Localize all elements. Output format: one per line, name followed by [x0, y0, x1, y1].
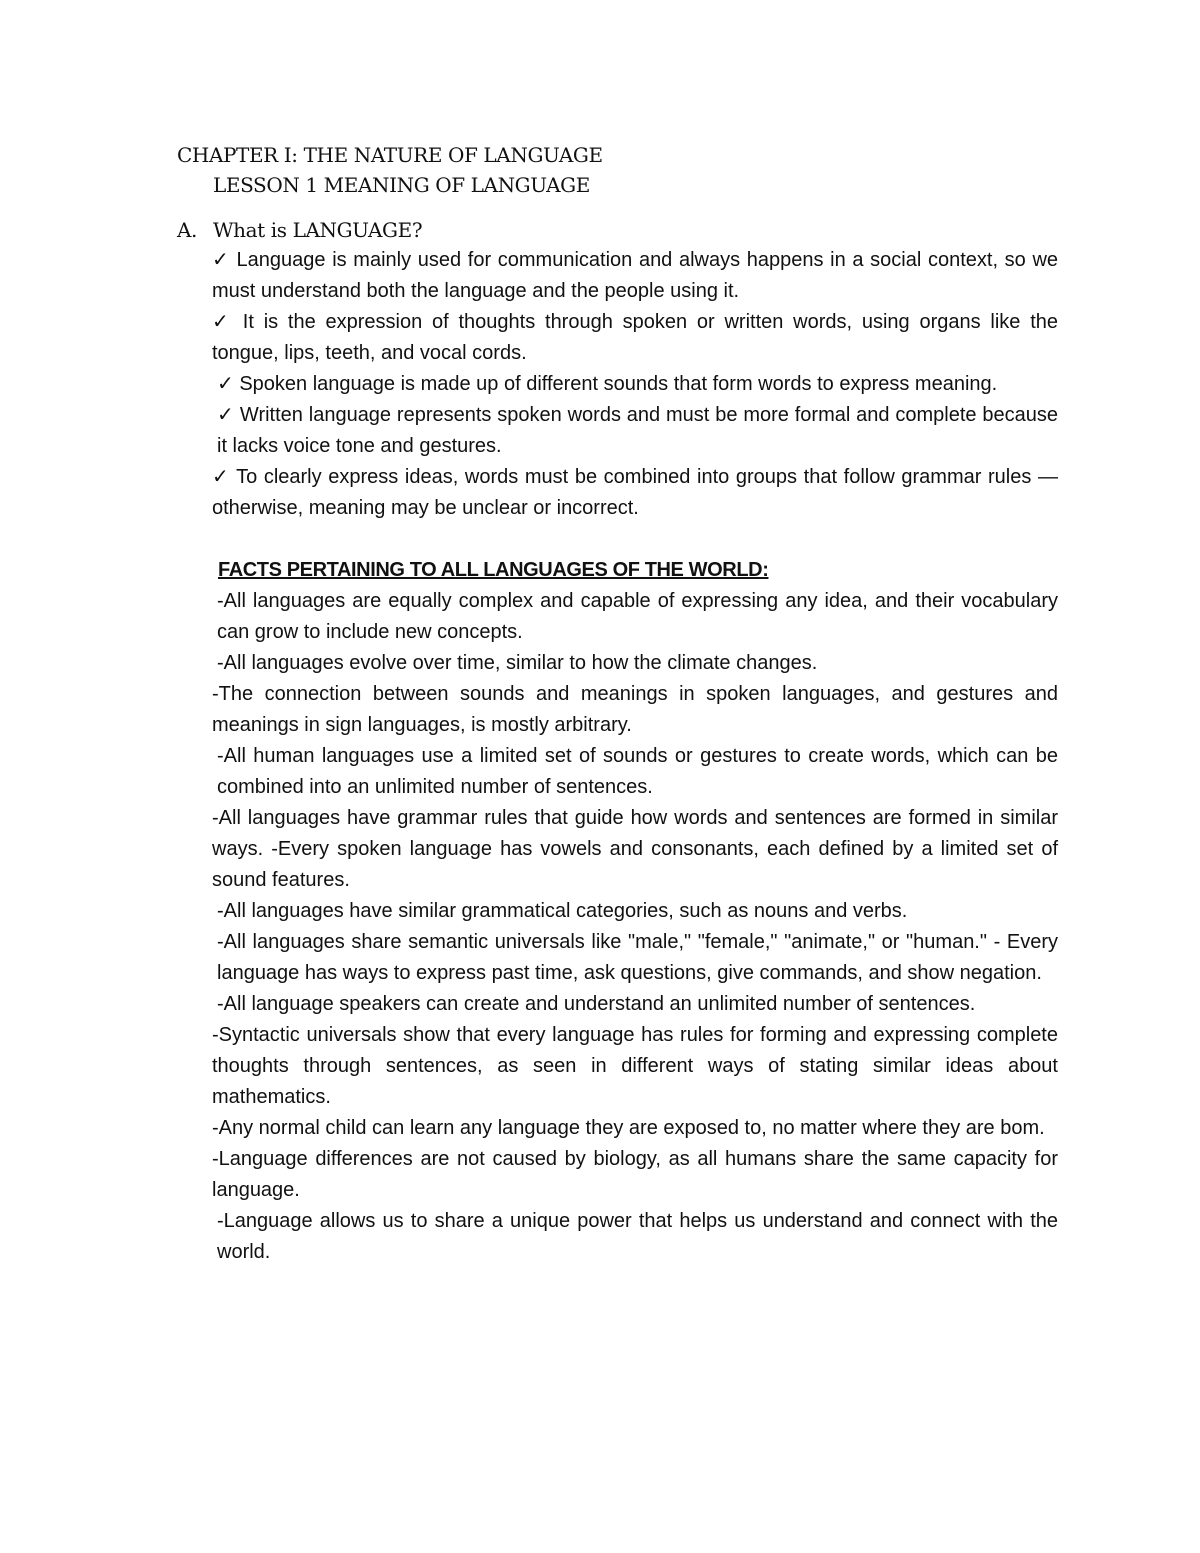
lesson-title: LESSON 1 MEANING OF LANGUAGE [213, 173, 590, 197]
fact-item: -All languages are equally complex and capable of expressing any idea, and their vocabulary can grow to include new concepts. [217, 590, 1058, 643]
facts-section [212, 555, 1058, 1268]
definition-item [212, 307, 1058, 369]
definition-text: Written language represents spoken words and must be more formal and complete because it lacks voice tone and gestures. [217, 404, 1058, 457]
definition-text: To clearly express ideas, words must be combined into groups that follow grammar rules — otherwise, meaning may be unclear or incorrect. [212, 466, 1058, 519]
fact-item: -All languages have grammar rules that guide how words and sentences are formed in similar ways. -Every spoken language has vowels and consonants, each defined by a limited set of sound features. [212, 807, 1058, 891]
fact-item: -All languages have similar grammatical categories, such as nouns and verbs. [217, 900, 908, 922]
fact-item: -Any normal child can learn any language they are exposed to, no matter where they are bom. [212, 1117, 1045, 1139]
fact-item: -All language speakers can create and understand an unlimited number of sentences. [217, 993, 976, 1015]
section-a-letter: A. [177, 218, 198, 242]
definition-item [212, 369, 1058, 400]
section-a-heading [177, 218, 422, 242]
section-a-title: What is LANGUAGE? [213, 218, 423, 242]
chapter-title: CHAPTER I: THE NATURE OF LANGUAGE [177, 143, 603, 167]
fact-item: -All human languages use a limited set of sounds or gestures to create words, which can be combined into an unlimited number of sentences. [217, 745, 1058, 798]
fact-item: -Language differences are not caused by biology, as all humans share the same capacity for language. [212, 1148, 1058, 1201]
check-mark-icon: ✓ [212, 311, 233, 333]
check-mark-icon: ✓ [212, 466, 230, 488]
check-mark-icon: ✓ [217, 404, 235, 426]
definition-text: Spoken language is made up of different sounds that form words to express meaning. [239, 373, 998, 395]
definition-item [212, 462, 1058, 524]
fact-item: -Syntactic universals show that every language has rules for forming and expressing complete thoughts through sentences, as seen in different ways of stating similar ideas about mathematics. [212, 1024, 1058, 1108]
fact-item: -All languages share semantic universals like "male," "female," "animate," or "human." - Every language has ways to express past time, ask questions, give commands, and show negation. [217, 931, 1058, 984]
definition-list [212, 245, 1058, 524]
fact-item: -Language allows us to share a unique power that helps us understand and connect with the world. [217, 1210, 1058, 1263]
fact-item: -All languages evolve over time, similar to how the climate changes. [217, 652, 818, 674]
definition-item [212, 245, 1058, 307]
check-mark-icon: ✓ [212, 249, 230, 271]
definition-text: It is the expression of thoughts through spoken or written words, using organs like the tongue, lips, teeth, and vocal cords. [212, 311, 1058, 364]
definition-text: Language is mainly used for communication and always happens in a social context, so we must understand both the language and the people using it. [212, 249, 1059, 302]
check-mark-icon: ✓ [217, 373, 234, 395]
facts-heading: FACTS PERTAINING TO ALL LANGUAGES OF THE WORLD: [218, 559, 769, 581]
definition-item [212, 400, 1058, 462]
fact-item: -The connection between sounds and meanings in spoken languages, and gestures and meanings in sign languages, is mostly arbitrary. [212, 683, 1058, 736]
